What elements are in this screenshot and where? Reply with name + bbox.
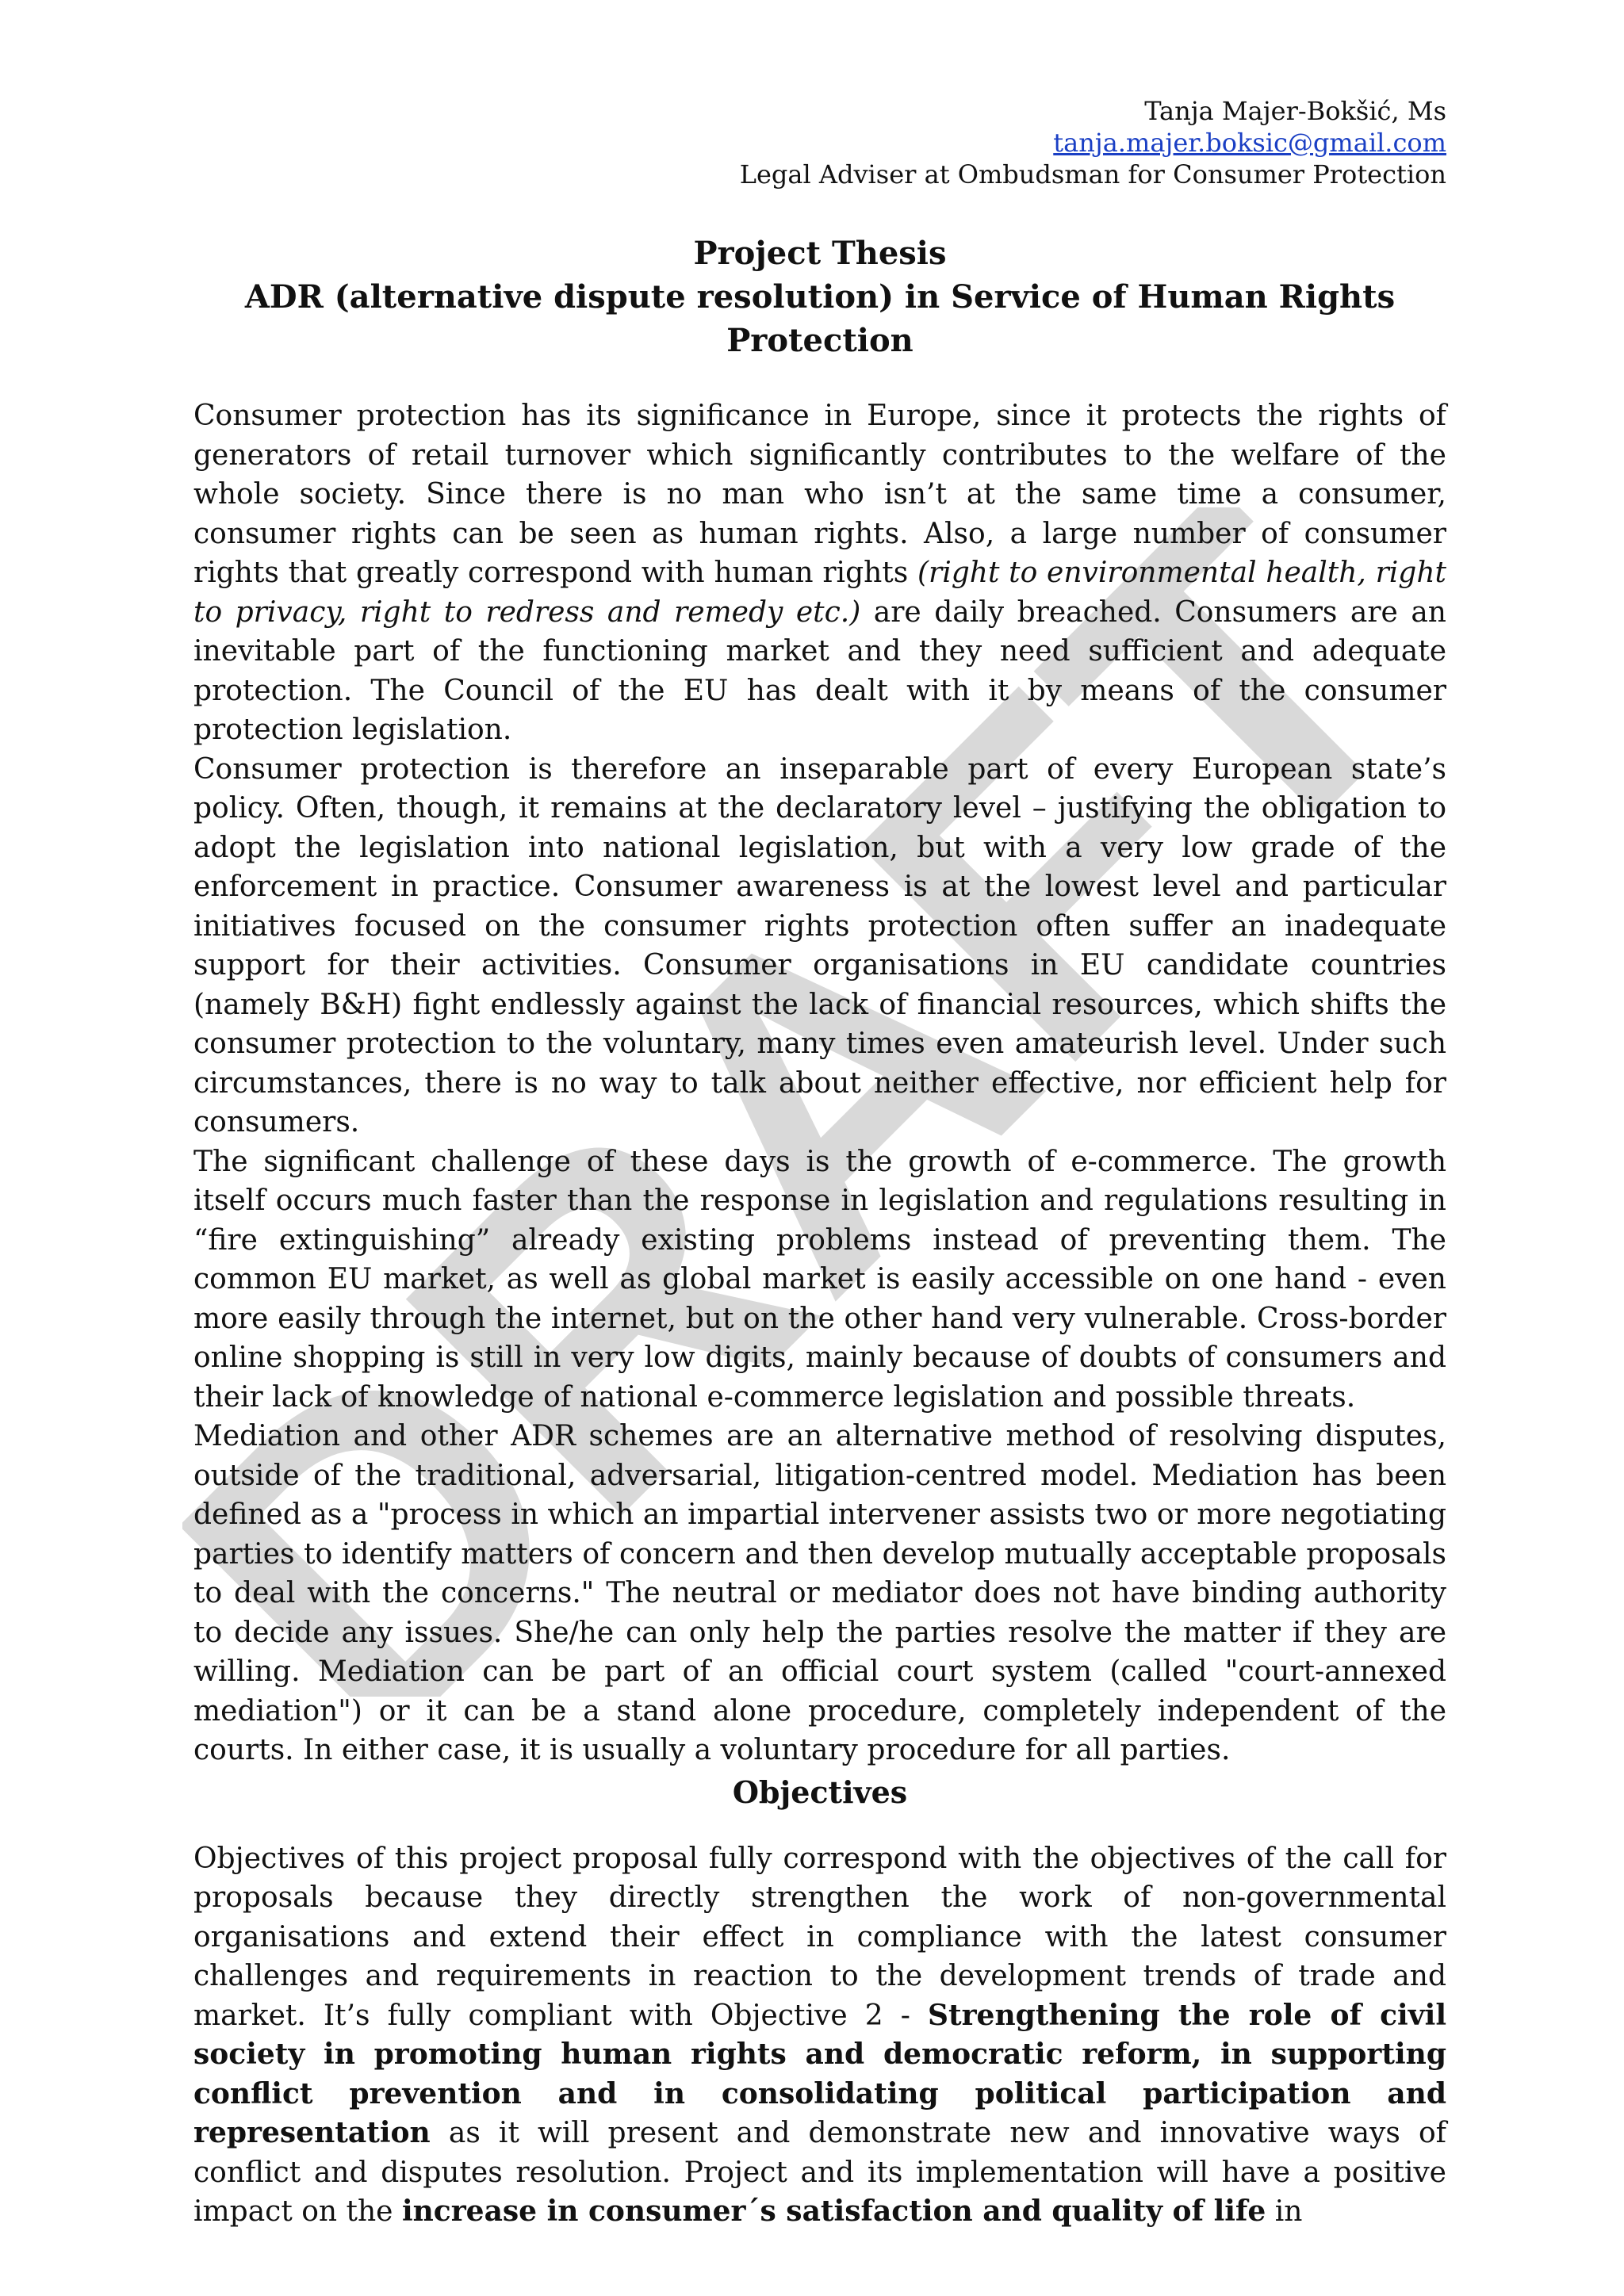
paragraph-text: are daily breached. Consumers are an inevitable part of the functioning market and they need sufficient and adequate protection. The Council of the EU has dealt with it by means of the consumer protection legislation. xyxy=(193,595,1446,746)
paragraph-text: Objectives of this project proposal fully correspond with the objectives of the call for proposals because they directly strengthen the work of non-governmental organisations and extend their effect in compliance with the latest consumer challenges and requirements in reaction to the development trends of trade and market. It’s fully compliant with Objective 2 - xyxy=(193,1842,1446,2032)
paragraph-bold-text: Strengthening the role of civil society in promoting human rights and democratic reform, in supporting conflict prevention and in consolidating political participation and representation xyxy=(193,1998,1446,2149)
objectives-section xyxy=(193,1839,1446,2232)
paragraph-objectives xyxy=(193,1839,1446,2232)
author-name: Tanja Majer-Bokšić, Ms xyxy=(1144,96,1446,126)
paragraph-e-commerce: The significant challenge of these days is the growth of e-commerce. The growth itself occurs much faster than the response in legislation and regulations resulting in “fire extinguishing” already existing problems instead of preventing them. The common EU market, as well as global market is easily accessible on one hand - even more easily through the internet, but on the other hand very vulnerable. Cross-border online shopping is still in very low digits, mainly because of doubts of consumers and their lack of knowledge of national e-commerce legislation and possible threats. xyxy=(193,1145,1446,1414)
document-body xyxy=(193,396,1446,2232)
paragraph-italic-text: (right to environmental health, right to privacy, right to redress and remedy etc.) xyxy=(193,557,1446,629)
author-position: Legal Adviser at Ombudsman for Consumer Protection xyxy=(739,159,1446,189)
paragraph-state-policy: Consumer protection is therefore an inseparable part of every European state’s policy. Often, though, it remains at the declaratory level – justifying the obligation to adopt the legislation into national legislation, but with a very low grade of the enforcement in practice. Consumer awareness is at the lowest level and particular initiatives focused on the consumer rights protection often suffer an inadequate support for their activities. Consumer organisations in EU candidate countries (namely B&H) fight endlessly against the lack of financial resources, which shifts the consumer protection to the voluntary, many times even amateurish level. Under such circumstances, there is no way to talk about neither effective, nor efficient help for consumers. xyxy=(193,752,1446,1138)
title-line-1: Project Thesis xyxy=(693,235,947,272)
paragraph-text: as it will present and demonstrate new and innovative ways of conflict and disputes resolution. Project and its implementation will have a positive impact on the xyxy=(193,2117,1446,2228)
paragraph-text: Consumer protection has its significance in Europe, since it protects the rights of generators of retail turnover which significantly contributes to the welfare of the whole society. Since there is no man who isn’t at the same time a consumer, consumer rights can be seen as human rights. Also, a large number of consumer rights that greatly correspond with human rights xyxy=(193,400,1446,589)
objectives-heading: Objectives xyxy=(732,1774,908,1810)
author-block xyxy=(740,95,1446,190)
paragraph-bold-text: increase in consumer´s satisfaction and quality of life xyxy=(401,2195,1266,2228)
document-title xyxy=(193,232,1446,362)
title-line-2: ADR (alternative dispute resolution) in Service of Human Rights xyxy=(244,278,1396,316)
watermark-text: DRAFT xyxy=(182,507,1372,1697)
paragraph-text: in xyxy=(1266,2195,1303,2228)
paragraph-consumer-protection xyxy=(193,396,1446,750)
author-email-link[interactable]: tanja.majer.boksic@gmail.com xyxy=(1053,128,1446,158)
paragraph-mediation: Mediation and other ADR schemes are an alternative method of resolving disputes, outside of the traditional, adversarial, litigation-centred model. Mediation has been defined as a "process in which an impartial intervener assists two or more negotiating parties to identify matters of concern and then develop mutually acceptable proposals to deal with the concerns." The neutral or mediator does not have binding authority to decide any issues. She/he can only help the parties resolve the matter if they are willing. Mediation can be part of an official court system (called "court-annexed mediation") or it can be a stand alone procedure, completely independent of the courts. In either case, it is usually a voluntary procedure for all parties. xyxy=(193,1420,1446,1766)
title-line-3: Protection xyxy=(726,322,914,359)
